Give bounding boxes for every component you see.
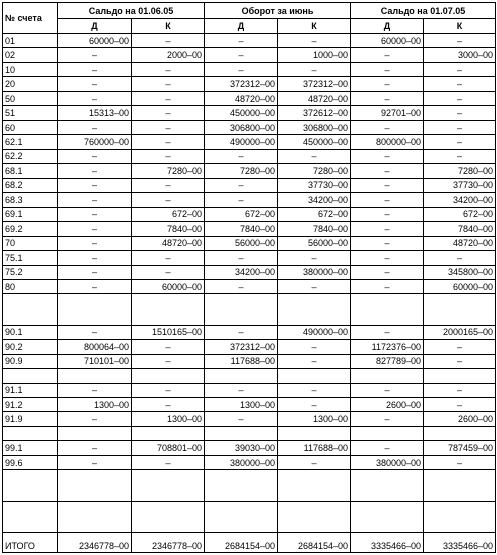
debit-amount-cell: 450000–00 xyxy=(205,106,278,120)
debit-amount-cell xyxy=(351,369,424,383)
credit-amount-cell: – xyxy=(278,455,351,469)
debit-amount-cell: 800000–00 xyxy=(351,135,424,149)
table-row xyxy=(3,501,496,533)
credit-amount-cell xyxy=(424,369,496,383)
account-number-cell: 51 xyxy=(3,106,58,120)
debit-amount-cell: – xyxy=(58,383,132,397)
debit-amount-cell: 380000–00 xyxy=(351,455,424,469)
table-row xyxy=(3,426,496,440)
credit-amount-cell: 672–00 xyxy=(278,207,351,221)
debit-amount-cell: – xyxy=(351,279,424,293)
debit-amount-cell: 92701–00 xyxy=(351,106,424,120)
total-cell: 3335466–00 xyxy=(424,533,496,553)
debit-amount-cell: – xyxy=(58,441,132,455)
debit-amount-cell xyxy=(58,294,132,325)
table-row xyxy=(3,178,496,192)
credit-amount-cell: – xyxy=(132,265,205,279)
credit-amount-cell: – xyxy=(132,34,205,48)
table-row xyxy=(3,236,496,250)
table-row xyxy=(3,77,496,91)
table-row xyxy=(3,48,496,62)
debit-amount-cell xyxy=(205,369,278,383)
credit-amount-cell: – xyxy=(278,340,351,354)
debit-amount-cell: 39030–00 xyxy=(205,441,278,455)
credit-amount-cell: – xyxy=(424,91,496,105)
credit-amount-cell: 787459–00 xyxy=(424,441,496,455)
credit-amount-cell: 37730–00 xyxy=(424,178,496,192)
debit-amount-cell: – xyxy=(351,91,424,105)
table-row xyxy=(3,369,496,383)
debit-amount-cell: 760000–00 xyxy=(58,135,132,149)
debit-amount-cell: – xyxy=(58,279,132,293)
debit-amount-cell xyxy=(351,501,424,533)
credit-amount-cell: – xyxy=(132,62,205,76)
debit-amount-cell: – xyxy=(351,325,424,339)
debit-amount-cell: – xyxy=(351,149,424,163)
credit-amount-cell xyxy=(132,501,205,533)
debit-subheader: Д xyxy=(205,19,278,34)
debit-amount-cell: 827789–00 xyxy=(351,354,424,368)
debit-amount-cell: – xyxy=(205,251,278,265)
credit-amount-cell: 7280–00 xyxy=(424,164,496,178)
account-number-cell xyxy=(3,426,58,440)
account-number-cell: 68.3 xyxy=(3,193,58,207)
account-number-cell xyxy=(3,470,58,501)
credit-amount-cell: 34200–00 xyxy=(424,193,496,207)
debit-amount-cell: – xyxy=(351,120,424,134)
table-row xyxy=(3,222,496,236)
table-row xyxy=(3,383,496,397)
credit-amount-cell: 672–00 xyxy=(424,207,496,221)
credit-amount-cell xyxy=(278,369,351,383)
debit-amount-cell: 306800–00 xyxy=(205,120,278,134)
debit-amount-cell: 56000–00 xyxy=(205,236,278,250)
debit-amount-cell: – xyxy=(58,164,132,178)
table-row xyxy=(3,455,496,469)
credit-amount-cell: – xyxy=(424,455,496,469)
account-number-cell: 01 xyxy=(3,34,58,48)
debit-amount-cell: 7280–00 xyxy=(205,164,278,178)
credit-amount-cell: 1000–00 xyxy=(278,48,351,62)
credit-amount-cell: 7840–00 xyxy=(132,222,205,236)
credit-amount-cell: 37730–00 xyxy=(278,178,351,192)
credit-amount-cell xyxy=(278,426,351,440)
credit-amount-cell: 708801–00 xyxy=(132,441,205,455)
table-row xyxy=(3,325,496,339)
credit-amount-cell: 60000–00 xyxy=(424,279,496,293)
credit-amount-cell: 7280–00 xyxy=(132,164,205,178)
credit-amount-cell: 3000–00 xyxy=(424,48,496,62)
credit-amount-cell: 117688–00 xyxy=(278,441,351,455)
table-row xyxy=(3,164,496,178)
account-number-cell: 60 xyxy=(3,120,58,134)
debit-amount-cell xyxy=(205,294,278,325)
debit-amount-cell xyxy=(351,426,424,440)
total-cell: 2684154–00 xyxy=(205,533,278,553)
debit-amount-cell: – xyxy=(205,279,278,293)
credit-amount-cell: – xyxy=(424,251,496,265)
credit-amount-cell xyxy=(132,369,205,383)
credit-amount-cell: – xyxy=(132,178,205,192)
credit-amount-cell: – xyxy=(424,340,496,354)
credit-amount-cell: 7280–00 xyxy=(278,164,351,178)
credit-amount-cell: 372612–00 xyxy=(278,106,351,120)
table-row xyxy=(3,354,496,368)
debit-amount-cell: – xyxy=(351,383,424,397)
credit-amount-cell: – xyxy=(132,135,205,149)
credit-amount-cell: 7840–00 xyxy=(278,222,351,236)
credit-amount-cell: 60000–00 xyxy=(132,279,205,293)
total-cell: 2346778–00 xyxy=(132,533,205,553)
debit-amount-cell: – xyxy=(351,178,424,192)
table-row xyxy=(3,470,496,501)
account-number-cell: 69.1 xyxy=(3,207,58,221)
credit-amount-cell xyxy=(424,426,496,440)
total-cell: 3335466–00 xyxy=(351,533,424,553)
table-row xyxy=(3,120,496,134)
credit-amount-cell: – xyxy=(132,149,205,163)
table-row xyxy=(3,441,496,455)
debit-amount-cell: – xyxy=(58,193,132,207)
debit-amount-cell: – xyxy=(205,48,278,62)
debit-amount-cell: – xyxy=(351,251,424,265)
credit-amount-cell: 48720–00 xyxy=(424,236,496,250)
debit-amount-cell: 60000–00 xyxy=(58,34,132,48)
account-number-cell: 91.9 xyxy=(3,412,58,426)
table-body xyxy=(3,34,496,533)
debit-subheader: Д xyxy=(58,19,132,34)
debit-amount-cell: 7840–00 xyxy=(205,222,278,236)
table-row xyxy=(3,279,496,293)
table-row xyxy=(3,193,496,207)
account-number-cell xyxy=(3,369,58,383)
account-number-header: № счета xyxy=(3,3,58,34)
credit-amount-cell xyxy=(424,501,496,533)
table-row xyxy=(3,106,496,120)
credit-amount-cell: – xyxy=(278,149,351,163)
debit-amount-cell: – xyxy=(58,77,132,91)
credit-amount-cell: 2600–00 xyxy=(424,412,496,426)
debit-amount-cell: – xyxy=(58,236,132,250)
credit-amount-cell: – xyxy=(424,77,496,91)
account-number-cell: 02 xyxy=(3,48,58,62)
credit-amount-cell: – xyxy=(132,340,205,354)
total-label: ИТОГО xyxy=(3,533,58,553)
credit-amount-cell: – xyxy=(278,279,351,293)
account-number-cell: 90.1 xyxy=(3,325,58,339)
debit-amount-cell: – xyxy=(351,207,424,221)
credit-amount-cell xyxy=(132,470,205,501)
credit-amount-cell: – xyxy=(278,383,351,397)
account-number-cell: 90.2 xyxy=(3,340,58,354)
credit-amount-cell: – xyxy=(132,120,205,134)
debit-amount-cell: – xyxy=(58,251,132,265)
credit-amount-cell: – xyxy=(424,106,496,120)
debit-amount-cell xyxy=(58,426,132,440)
credit-amount-cell: – xyxy=(132,383,205,397)
debit-amount-cell xyxy=(205,426,278,440)
account-number-cell: 69.2 xyxy=(3,222,58,236)
credit-amount-cell: 1510165–00 xyxy=(132,325,205,339)
account-number-cell: 68.2 xyxy=(3,178,58,192)
credit-subheader: К xyxy=(424,19,496,34)
debit-amount-cell: – xyxy=(351,441,424,455)
table-row xyxy=(3,135,496,149)
credit-amount-cell: 1300–00 xyxy=(278,412,351,426)
debit-amount-cell: 48720–00 xyxy=(205,91,278,105)
credit-amount-cell xyxy=(278,470,351,501)
account-number-cell: 90.9 xyxy=(3,354,58,368)
account-number-cell: 99.6 xyxy=(3,455,58,469)
table-row xyxy=(3,91,496,105)
credit-amount-cell: 7840–00 xyxy=(424,222,496,236)
debit-amount-cell: – xyxy=(205,34,278,48)
account-number-cell: 10 xyxy=(3,62,58,76)
debit-amount-cell: – xyxy=(58,412,132,426)
debit-amount-cell: 710101–00 xyxy=(58,354,132,368)
debit-amount-cell xyxy=(205,470,278,501)
debit-amount-cell xyxy=(58,501,132,533)
debit-amount-cell: 15313–00 xyxy=(58,106,132,120)
debit-amount-cell: 1300–00 xyxy=(205,397,278,411)
debit-amount-cell xyxy=(351,294,424,325)
debit-amount-cell: 372312–00 xyxy=(205,77,278,91)
table-row xyxy=(3,294,496,325)
credit-amount-cell: – xyxy=(132,77,205,91)
credit-amount-cell: – xyxy=(424,62,496,76)
debit-amount-cell: 372312–00 xyxy=(205,340,278,354)
total-cell: 2346778–00 xyxy=(58,533,132,553)
credit-amount-cell: 2000–00 xyxy=(132,48,205,62)
account-number-cell: 91.2 xyxy=(3,397,58,411)
credit-amount-cell: – xyxy=(132,251,205,265)
credit-amount-cell: 380000–00 xyxy=(278,265,351,279)
credit-amount-cell: – xyxy=(424,120,496,134)
debit-subheader: Д xyxy=(351,19,424,34)
credit-amount-cell: – xyxy=(278,251,351,265)
turnover-header: Оборот за июнь xyxy=(205,3,351,19)
credit-amount-cell: – xyxy=(132,455,205,469)
credit-amount-cell xyxy=(132,426,205,440)
debit-amount-cell: – xyxy=(205,325,278,339)
debit-amount-cell: – xyxy=(58,207,132,221)
credit-amount-cell: – xyxy=(424,354,496,368)
debit-amount-cell xyxy=(58,470,132,501)
debit-amount-cell: – xyxy=(205,412,278,426)
debit-amount-cell xyxy=(351,470,424,501)
debit-amount-cell: – xyxy=(58,265,132,279)
debit-amount-cell: 380000–00 xyxy=(205,455,278,469)
credit-amount-cell: 1300–00 xyxy=(132,412,205,426)
debit-amount-cell: 34200–00 xyxy=(205,265,278,279)
credit-amount-cell: 48720–00 xyxy=(278,91,351,105)
credit-amount-cell: 48720–00 xyxy=(132,236,205,250)
table-row xyxy=(3,251,496,265)
debit-amount-cell: – xyxy=(58,178,132,192)
debit-amount-cell: – xyxy=(58,48,132,62)
credit-amount-cell: 672–00 xyxy=(132,207,205,221)
account-number-cell: 80 xyxy=(3,279,58,293)
credit-amount-cell: – xyxy=(132,354,205,368)
debit-amount-cell: – xyxy=(351,62,424,76)
table-row xyxy=(3,149,496,163)
credit-amount-cell xyxy=(424,470,496,501)
credit-amount-cell: – xyxy=(132,397,205,411)
debit-amount-cell: – xyxy=(205,178,278,192)
debit-amount-cell: – xyxy=(205,193,278,207)
table-row xyxy=(3,62,496,76)
account-number-cell: 99.1 xyxy=(3,441,58,455)
credit-amount-cell: – xyxy=(278,34,351,48)
credit-amount-cell: 490000–00 xyxy=(278,325,351,339)
debit-amount-cell: – xyxy=(58,222,132,236)
debit-amount-cell: 60000–00 xyxy=(351,34,424,48)
debit-amount-cell: 800064–00 xyxy=(58,340,132,354)
account-number-cell: 75.1 xyxy=(3,251,58,265)
debit-amount-cell: 490000–00 xyxy=(205,135,278,149)
account-number-cell: 62.2 xyxy=(3,149,58,163)
debit-amount-cell: – xyxy=(205,149,278,163)
account-number-cell: 50 xyxy=(3,91,58,105)
credit-amount-cell xyxy=(278,501,351,533)
credit-amount-cell: – xyxy=(132,106,205,120)
debit-amount-cell: – xyxy=(351,164,424,178)
debit-amount-cell: 1172376–00 xyxy=(351,340,424,354)
table-footer xyxy=(3,533,496,553)
opening-balance-header: Сальдо на 01.06.05 xyxy=(58,3,205,19)
credit-amount-cell: 34200–00 xyxy=(278,193,351,207)
debit-amount-cell: 1300–00 xyxy=(58,397,132,411)
table-row xyxy=(3,265,496,279)
credit-amount-cell: 450000–00 xyxy=(278,135,351,149)
credit-amount-cell: 306800–00 xyxy=(278,120,351,134)
table-header xyxy=(3,3,496,34)
debit-amount-cell: – xyxy=(351,236,424,250)
account-number-cell: 91.1 xyxy=(3,383,58,397)
debit-amount-cell: – xyxy=(205,383,278,397)
credit-amount-cell: – xyxy=(424,34,496,48)
debit-amount-cell: – xyxy=(351,265,424,279)
account-number-cell: 20 xyxy=(3,77,58,91)
debit-amount-cell: – xyxy=(58,62,132,76)
account-number-cell xyxy=(3,501,58,533)
table-row xyxy=(3,397,496,411)
credit-subheader: К xyxy=(132,19,205,34)
debit-amount-cell: – xyxy=(351,77,424,91)
account-number-cell xyxy=(3,294,58,325)
table-row xyxy=(3,340,496,354)
credit-amount-cell: 2000165–00 xyxy=(424,325,496,339)
debit-amount-cell: – xyxy=(351,222,424,236)
credit-amount-cell: 372312–00 xyxy=(278,77,351,91)
credit-amount-cell: – xyxy=(278,397,351,411)
account-number-cell: 75.2 xyxy=(3,265,58,279)
debit-amount-cell: – xyxy=(58,325,132,339)
table-row xyxy=(3,412,496,426)
table-row xyxy=(3,207,496,221)
credit-amount-cell xyxy=(132,294,205,325)
credit-amount-cell: – xyxy=(424,397,496,411)
credit-amount-cell xyxy=(278,294,351,325)
credit-amount-cell: – xyxy=(424,149,496,163)
credit-subheader: К xyxy=(278,19,351,34)
credit-amount-cell xyxy=(424,294,496,325)
debit-amount-cell: – xyxy=(58,455,132,469)
debit-amount-cell: – xyxy=(205,62,278,76)
table-row xyxy=(3,34,496,48)
account-number-cell: 62.1 xyxy=(3,135,58,149)
credit-amount-cell: 56000–00 xyxy=(278,236,351,250)
turnover-balance-table xyxy=(2,2,496,553)
debit-amount-cell: 117688–00 xyxy=(205,354,278,368)
closing-balance-header: Сальдо на 01.07.05 xyxy=(351,3,496,19)
credit-amount-cell: 345800–00 xyxy=(424,265,496,279)
debit-amount-cell xyxy=(205,501,278,533)
credit-amount-cell: – xyxy=(424,383,496,397)
credit-amount-cell: – xyxy=(132,193,205,207)
debit-amount-cell: – xyxy=(351,193,424,207)
total-row xyxy=(3,533,496,553)
total-cell: 2684154–00 xyxy=(278,533,351,553)
debit-amount-cell: – xyxy=(58,149,132,163)
debit-amount-cell xyxy=(58,369,132,383)
account-number-cell: 68.1 xyxy=(3,164,58,178)
credit-amount-cell: – xyxy=(278,62,351,76)
debit-amount-cell: – xyxy=(351,412,424,426)
debit-amount-cell: 672–00 xyxy=(205,207,278,221)
credit-amount-cell: – xyxy=(132,91,205,105)
debit-amount-cell: – xyxy=(58,91,132,105)
debit-amount-cell: – xyxy=(351,48,424,62)
debit-amount-cell: – xyxy=(58,120,132,134)
debit-amount-cell: 2600–00 xyxy=(351,397,424,411)
credit-amount-cell: – xyxy=(424,135,496,149)
credit-amount-cell: – xyxy=(278,354,351,368)
account-number-cell: 70 xyxy=(3,236,58,250)
